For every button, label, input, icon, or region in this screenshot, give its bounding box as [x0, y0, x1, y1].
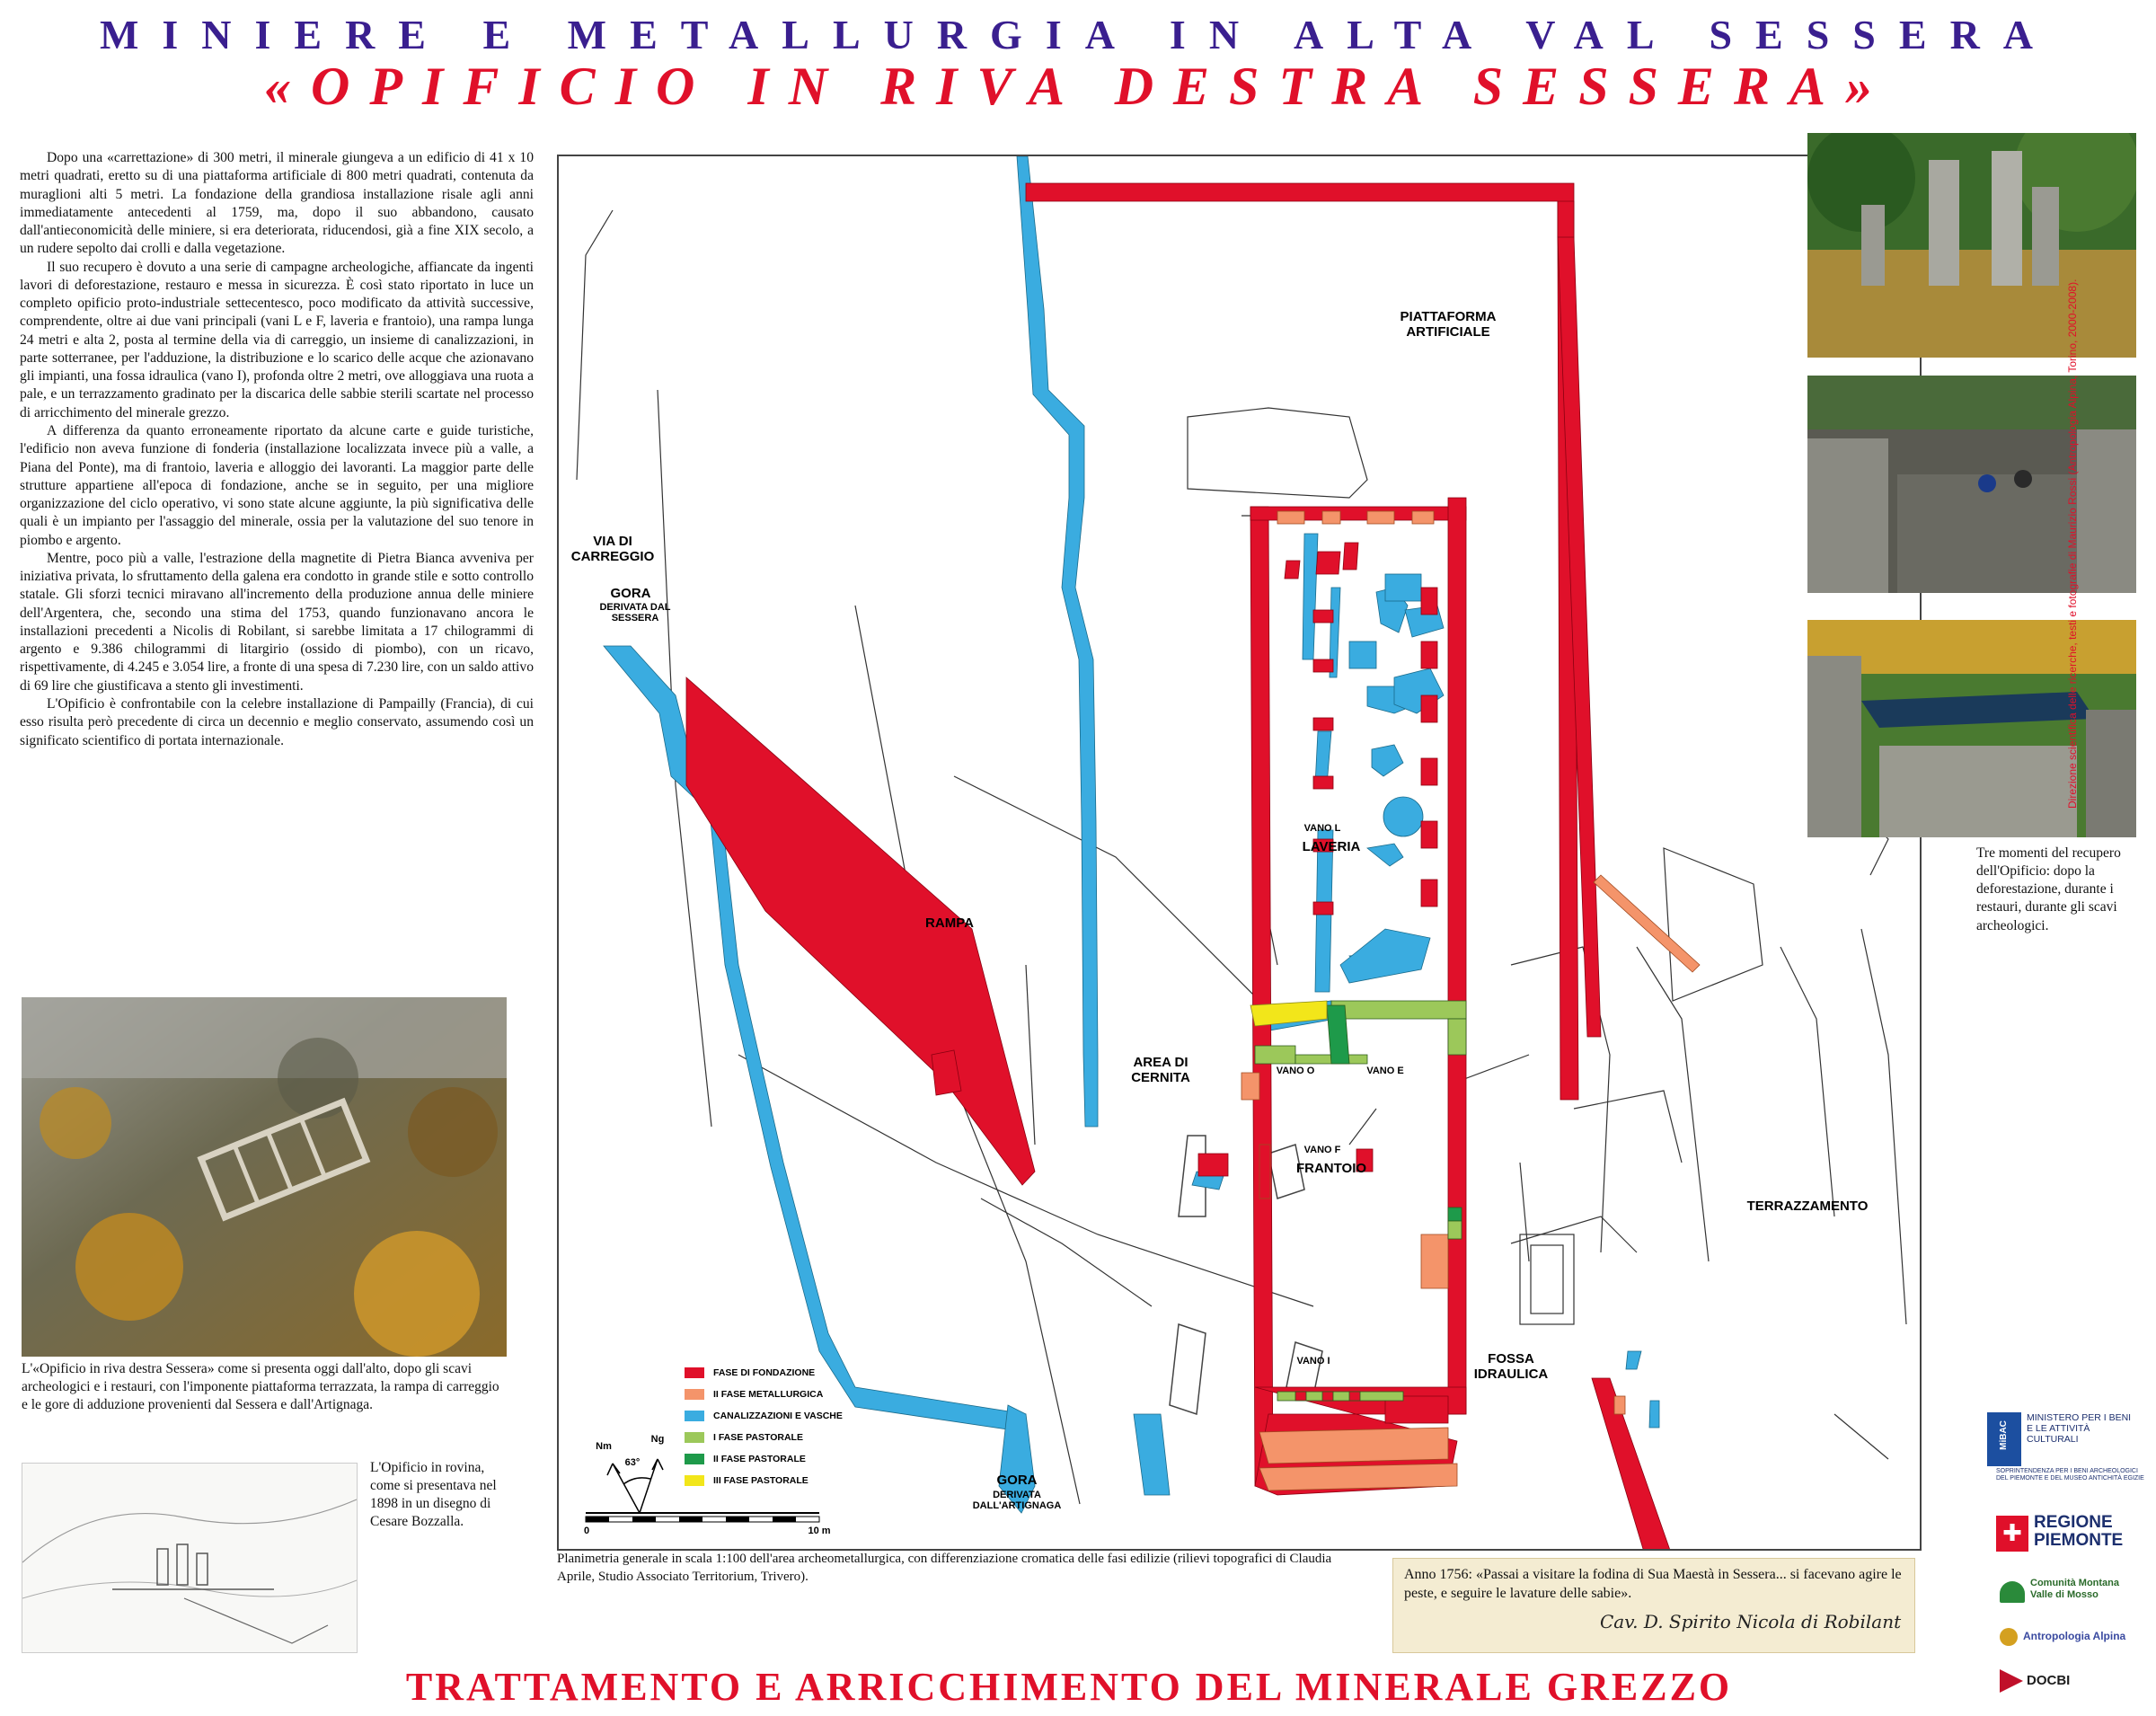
north-angle-label: 63° — [624, 1457, 641, 1468]
regione-line-1: REGIONE — [2034, 1513, 2113, 1532]
intro-paragraph-1: Dopo una «carrettazione» di 300 metri, il minerale giungeva a un edificio di 41 x 10 metri quadrati, eretto su di una piattaforma artificiale di 800 metri quadrati, contenuta da muraglioni alti 5 metri. La fondazione della grandiosa installazione risale agli anni immediatamente antecedenti al 1759, ma, dopo il suo abbandono, causato dall'antieconomicità delle miniere, si era deteriorata, riducendosi, già a fine XIX secolo, a un rudere sepolto dai crolli e dalla vegetazione. — [20, 150, 534, 257]
footer-title: TRATTAMENTO E ARRICCHIMENTO DEL MINERALE GREZZO — [405, 1665, 1733, 1709]
photo-deforestation — [1807, 133, 2136, 358]
antropologia-emblem-icon — [2000, 1628, 2018, 1646]
intro-paragraph-4: Mentre, poco più a valle, l'estrazione della magnetite di Pietra Bianca avveniva per iniziativa privata, lo sfruttamento della galena era condotto in grande stile e sotto controllo statale. Gli sforzi tecnici miravano all'incremento della produzione annua delle miniere dell'Argentera, che, secondo una stima del 1753, quando funzionavano ancora le installazioni precedenti a Nicolis di Robilant, si sarebbe limitata a 17 chilogrammi di argento e 9.386 chilogrammi di litargirio (ossido di piombo), con un ricavo, rispettivamente, di 4.245 e 3.054 lire, a fronte di una spesa di 7.230 lire, con un saldo attivo di 69 lire che giustificava a stento gli investimenti. — [20, 550, 534, 694]
photo-restoration — [1807, 376, 2136, 593]
intro-text — [20, 149, 534, 750]
mibac-mark — [1987, 1412, 2021, 1466]
regione-line-2: PIEMONTE — [2034, 1530, 2124, 1550]
label-vano-f: VANO F — [1303, 1145, 1341, 1155]
regione-shield-icon: ✚ — [1996, 1516, 2028, 1552]
sketch-caption: L'Opificio in rovina, come si presentava nel 1898 in un disegno di Cesare Bozzalla. — [370, 1460, 497, 1530]
label-fossa: FOSSA IDRAULICA — [1473, 1351, 1549, 1382]
soprintendenza-text: SOPRINTENDENZA PER I BENI ARCHEOLOGICI DEL PIEMONTE E DEL MUSEO ANTICHITÀ EGIZIE — [1996, 1468, 2144, 1482]
label-gora-bottom-sub: DERIVATA DALL'ARTIGNAGA — [972, 1490, 1062, 1511]
label-piattaforma: PIATTAFORMA ARTIFICIALE — [1400, 309, 1497, 340]
ministero-text: MINISTERO PER I BENI E LE ATTIVITÀ CULTURALI — [2027, 1412, 2132, 1446]
label-gora-top-sub: DERIVATA DAL SESSERA — [599, 602, 671, 624]
page-subtitle: «OPIFICIO IN RIVA DESTRA SESSERA» — [263, 57, 1892, 116]
label-vano-o: VANO O — [1276, 1066, 1315, 1076]
legend-swatch — [685, 1411, 704, 1421]
north-g-label: Ng — [650, 1434, 665, 1445]
photo-excavation — [1807, 620, 2136, 837]
label-rampa: RAMPA — [925, 915, 974, 931]
label-gora-top: GORA — [610, 586, 651, 601]
legend-swatch — [685, 1432, 704, 1443]
label-laveria: LAVERIA — [1302, 839, 1361, 854]
sketch-drawing — [22, 1463, 358, 1653]
docbi-mark-icon — [2000, 1669, 2023, 1693]
mibac-mark-text: MiBAC — [1998, 1420, 2009, 1450]
aerial-photo — [22, 997, 507, 1357]
legend-swatch — [685, 1389, 704, 1400]
north-m-label: Nm — [596, 1441, 612, 1452]
label-vano-i: VANO I — [1296, 1356, 1330, 1367]
comunita-line-2: Valle di Mosso — [2030, 1589, 2099, 1601]
docbi-logo — [2000, 1667, 2143, 1700]
scale-ten-label: 10 m — [808, 1526, 831, 1536]
intro-paragraph-3: A differenza da quanto erroneamente riportato da alcune carte e guide turistiche, l'edificio non aveva funzione di fonderia (installazione localizzata invece più a valle, a Piana del Ponte), ma di frantoio, laveria e alloggio dei lavoranti. La maggior parte delle strutture appartiene all'epoca di fondazione, anche se in seguito, per una migliore organizzazione del ciclo operativo, vi sono state alcune aggiunte, la più significativa delle quali è un impianto per l'assaggio del minerale, ossia per la valutazione del suo tenore in piombo e argento. — [20, 422, 534, 548]
intro-paragraph-5: L'Opificio è confrontabile con la celebre installazione di Pampailly (Francia), di cui esso risulta però precedente di circa un decennio e meglio conservato, assumendo così un significato scientifico di portata internazionale. — [20, 695, 534, 748]
label-terrazzamento: TERRAZZAMENTO — [1746, 1199, 1869, 1214]
label-gora-bottom: GORA — [996, 1473, 1038, 1488]
quote-box — [1392, 1558, 1915, 1653]
site-plan-map — [557, 155, 1922, 1551]
regione-piemonte-logo — [1996, 1514, 2140, 1555]
legend-swatch — [685, 1367, 704, 1378]
map-caption: Planimetria generale in scala 1:100 dell'area archeometallurgica, con differenziazione cromatica delle fasi edilizie (rilievi topografici di Claudia Aprile, Studio Associato Territorium, Trivero). — [557, 1552, 1332, 1584]
mountain-icon — [2000, 1581, 2025, 1603]
mibac-logo — [1987, 1412, 2144, 1502]
map-legend: FASE DI FONDAZIONE II FASE METALLURGICA CANALIZZAZIONI E VASCHE I FASE PASTORALE II FASE PASTORALE III FASE PASTORALE — [685, 1367, 882, 1484]
label-area-cernita: AREA DI CERNITA — [1131, 1055, 1190, 1085]
label-vano-e: VANO E — [1366, 1066, 1404, 1076]
label-frantoio: FRANTOIO — [1295, 1161, 1367, 1176]
credit-text: Direzione scientifica delle ricerche, testi e fotografie di Maurizio Rossi (Antropologia Alpina, Torino, 2000-2008). — [2066, 279, 2079, 809]
photos-caption: Tre momenti del recupero dell'Opificio: dopo la deforestazione, durante i restauri, durante gli scavi archeologici. — [1976, 845, 2121, 933]
antropologia-text: Antropologia Alpina — [2023, 1630, 2126, 1642]
label-via-carreggio: VIA DI CARREGGIO — [570, 534, 655, 564]
page-title: MINIERE E METALLURGIA IN ALTA VAL SESSERA — [99, 12, 2057, 57]
scale-zero-label: 0 — [583, 1526, 590, 1536]
comunita-line-1: Comunità Montana — [2030, 1578, 2119, 1588]
quote-signature: Cav. D. Spirito Nicola di Robilant — [1600, 1611, 1902, 1632]
label-vano-l: VANO L — [1303, 823, 1341, 834]
legend-swatch — [685, 1475, 704, 1486]
comunita-montana-logo — [2000, 1576, 2143, 1612]
quote-text: Anno 1756: «Passai a visitare la fodina di Sua Maestà in Sessera... si facevano agire le peste, e seguire le lavature delle sabie». — [1404, 1567, 1902, 1601]
antropologia-alpina-logo — [2000, 1624, 2143, 1651]
aerial-caption: L'«Opificio in riva destra Sessera» come si presenta oggi dall'alto, dopo gli scavi archeologici e i restauri, con l'imponente piattaforma terrazzata, la rampa di carreggio e le gore di adduzione provenienti dal Sessera e dall'Artignaga. — [22, 1361, 499, 1413]
legend-swatch — [685, 1454, 704, 1464]
intro-paragraph-2: Il suo recupero è dovuto a una serie di campagne archeologiche, affiancate da ingenti lavori di deforestazione, restauro e messa in sicurezza. È così stato riportato in luce un completo opificio proto-industriale settecentesco, poco modificato da attività successive, comprendente, oltre ai due vani principali (vani L e F, laveria e frantoio), una rampa lunga 24 metri e alta 2, posta al termine della via di carreggio, un insieme di canalizzazioni, in parte sotterranee, per l'adduzione, la distribuzione e lo scarico delle acque che azionavano gli impianti, una fossa idraulica (vano I), profonda oltre 2 metri, ove alloggiava una ruota a pale, e un terrazzamento gradinato per la discarica delle sabbie sterili scartate nel processo di arricchimento del minerale grezzo. — [20, 259, 534, 420]
docbi-text: DOCBI — [2027, 1673, 2071, 1688]
